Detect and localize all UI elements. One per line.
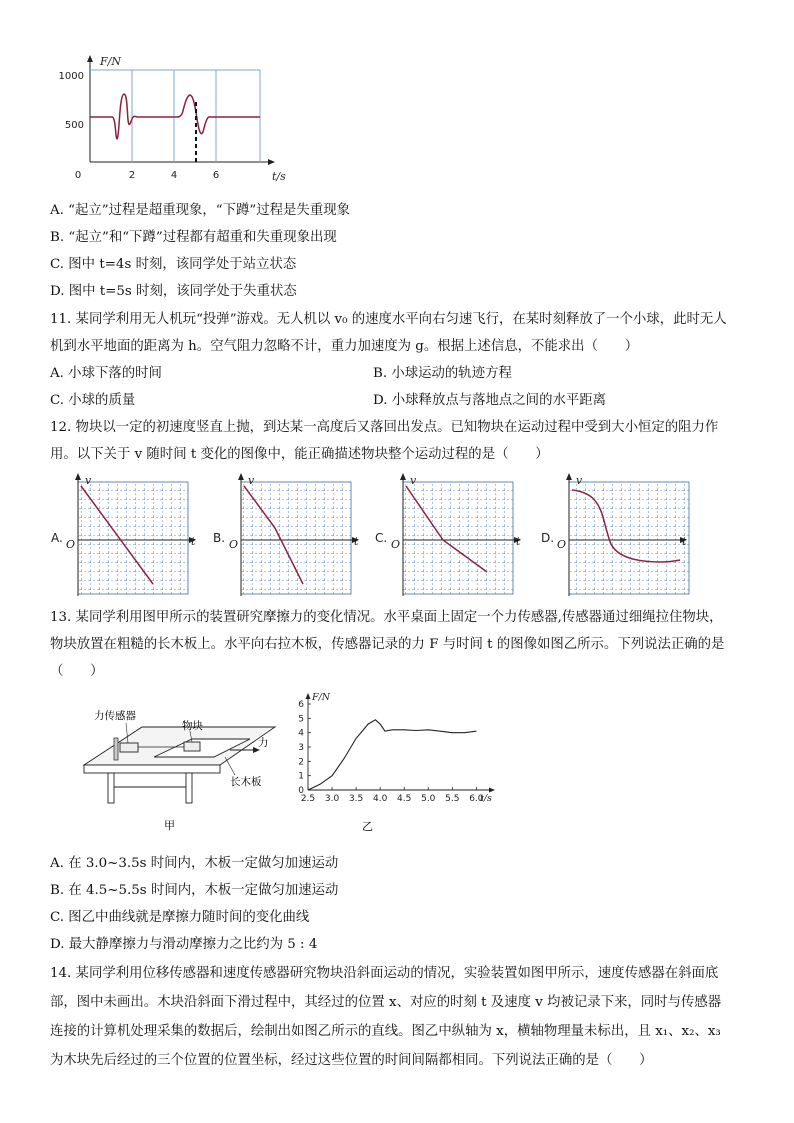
label-force-sensor: 力传感器 xyxy=(94,710,136,722)
q10-option-d: D. 图中 t=5s 时刻，该同学处于失重状态 xyxy=(50,284,297,299)
fig-jia-caption: 甲 xyxy=(164,819,175,832)
q13-force-time-chart xyxy=(290,690,500,835)
q11-option-a: A. 小球下落的时间 xyxy=(50,366,162,381)
chart-ytick-label: 3 xyxy=(298,743,304,753)
chart-xtick-label: 3.0 xyxy=(324,794,340,804)
chart-xlabel: t/s xyxy=(480,793,492,804)
q12-graph-a-letter: A. xyxy=(51,531,63,545)
q13-option-b: B. 在 4.5~5.5s 时间内，木板一定做匀加速运动 xyxy=(50,883,339,898)
chart-ytick-label: 6 xyxy=(298,700,304,710)
chart-ytick-label: 5 xyxy=(298,714,304,725)
chart-xtick-label: 5.0 xyxy=(421,794,436,804)
fig1-ytick-500: 500 xyxy=(64,120,84,131)
fig1-ytick-1000: 1000 xyxy=(58,71,84,82)
q12-graph-d-t: t xyxy=(682,535,687,548)
chart-y-arrow xyxy=(306,693,311,699)
q12-stem-line1: 12. 物块以一定的初速度竖直上抛，到达某一高度后又落回出发点。已知物块在运动过程中受到大小恒定的阻力作 xyxy=(50,420,719,435)
q12-graph-c-letter: C. xyxy=(375,531,388,545)
q13-option-d: D. 最大静摩擦力与滑动摩擦力之比约为 5 : 4 xyxy=(50,937,318,952)
q14-stem-line3: 连接的计算机处理采集的数据后，绘制出如图乙所示的直线。图乙中纵轴为 x，横轴物理量未标出，且 x₁、x₂、x₃ xyxy=(50,1024,721,1039)
q12-graph-c-o: O xyxy=(391,538,401,551)
q12-graph-a-o: O xyxy=(66,538,76,551)
q12-graph-b-v: v xyxy=(248,474,255,487)
q12-graph-b-o: O xyxy=(229,538,239,551)
block xyxy=(184,742,200,751)
q12-graph-c-v: v xyxy=(410,474,417,487)
chart-x-arrow xyxy=(489,788,495,793)
table-leg xyxy=(186,773,192,803)
fig1-xtick-4: 4 xyxy=(170,170,178,181)
fig1-xtick-6: 6 xyxy=(212,170,220,181)
label-block: 物块 xyxy=(182,720,203,732)
q13-stem-line2: 物块放置在粗糙的长木板上。水平向右拉木板，传感器记录的力 F 与时间 t 的图像如图乙所示。下列说法正确的是 xyxy=(50,637,725,652)
q13-stem-line3: （ ） xyxy=(50,664,104,679)
q13-stem-line1: 13. 某同学利用图甲所示的装置研究摩擦力的变化情况。水平桌面上固定一个力传感器,传感器通过细绳拉住物块， xyxy=(50,610,723,625)
chart-xtick-label: 6.0 xyxy=(469,794,484,804)
q12-graph-c-t: t xyxy=(516,535,521,548)
force-sensor xyxy=(120,743,138,752)
q11-option-d: D. 小球释放点与落地点之间的水平距离 xyxy=(373,393,607,408)
q12-graph-a xyxy=(51,473,196,596)
chart-ytick-label: 1 xyxy=(298,771,304,782)
chart-xtick-label: 4.0 xyxy=(372,794,388,804)
q12-graph-d-letter: D. xyxy=(541,531,555,545)
chart-xtick-label: 3.5 xyxy=(348,794,364,804)
q12-graph-d-v: v xyxy=(576,474,583,487)
label-long-board: 长木板 xyxy=(230,776,262,788)
table-leg xyxy=(108,773,114,803)
q12-graph-d xyxy=(541,473,689,596)
q12-graph-b-t: t xyxy=(354,535,359,548)
q11-option-b: B. 小球运动的轨迹方程 xyxy=(373,366,512,381)
q14-stem-line2: 部，图中未画出。木块沿斜面下滑过程中，其经过的位置 x、对应的时刻 t 及速度 v 均被记录下来，同时与传感器 xyxy=(50,995,722,1010)
q12-graph-c xyxy=(375,473,521,596)
chart-xtick-label: 2.5 xyxy=(300,794,316,804)
fig1-ylabel: F/N xyxy=(100,55,121,68)
chart-ylabel: F/N xyxy=(312,692,331,703)
fig-yi-caption: 乙 xyxy=(362,820,373,833)
q11-stem-line2: 机到水平地面的距离为 h。空气阻力忽略不计，重力加速度为 g。根据上述信息，不能求出（ ） xyxy=(50,339,639,354)
q12-graph-d-o: O xyxy=(557,538,567,551)
chart-xtick-label: 4.5 xyxy=(397,794,412,804)
q11-stem-line1: 11. 某同学利用无人机玩“投弹”游戏。无人机以 v₀ 的速度水平向右匀速飞行，在某时刻释放了一个小球，此时无人 xyxy=(50,312,727,327)
q14-stem-line4: 为木块先后经过的三个位置的位置坐标，经过这些位置的时间间隔都相同。下列说法正确的是（ ） xyxy=(50,1053,653,1068)
q12-stem-line2: 用。以下关于 v 随时间 t 变化的图像中，能正确描述物块整个运动过程的是（ ） xyxy=(50,447,549,462)
fig1-force-curve xyxy=(90,94,260,139)
q14-stem-line1: 14. 某同学利用位移传感器和速度传感器研究物块沿斜面运动的情况，实验装置如图甲所示，速度传感器在斜面底 xyxy=(50,966,719,981)
fig1-xtick-0: 0 xyxy=(74,170,82,181)
chart-ytick-label: 2 xyxy=(298,757,304,768)
q10-option-c: C. 图中 t=4s 时刻，该同学处于站立状态 xyxy=(50,257,297,272)
chart-ytick-label: 4 xyxy=(298,728,304,739)
q12-graph-b xyxy=(213,473,359,596)
q13-option-c: C. 图乙中曲线就是摩擦力随时间的变化曲线 xyxy=(50,910,310,925)
q13-apparatus-figure xyxy=(80,705,280,835)
chart-xtick-label: 5.5 xyxy=(445,794,460,804)
chart-series-line xyxy=(308,720,476,790)
q12-graph-b-letter: B. xyxy=(213,531,226,545)
q10-option-b: B. “起立”和“下蹲”过程都有超重和失重现象出现 xyxy=(50,230,337,245)
fig1-xlabel: t/s xyxy=(272,170,286,183)
q11-option-c: C. 小球的质量 xyxy=(50,393,136,408)
q13-option-a: A. 在 3.0~3.5s 时间内，木板一定做匀加速运动 xyxy=(50,856,339,871)
chart-ytick-label: 0 xyxy=(298,786,304,796)
q12-graph-a-t: t xyxy=(191,535,196,548)
fig1-xtick-2: 2 xyxy=(128,170,136,181)
force-time-graph xyxy=(60,50,290,190)
q12-graph-a-v: v xyxy=(85,474,92,487)
q10-option-a: A. “起立”过程是超重现象，“下蹲”过程是失重现象 xyxy=(50,203,350,218)
q12-graphs xyxy=(45,472,745,602)
label-force: 力 xyxy=(258,737,269,749)
